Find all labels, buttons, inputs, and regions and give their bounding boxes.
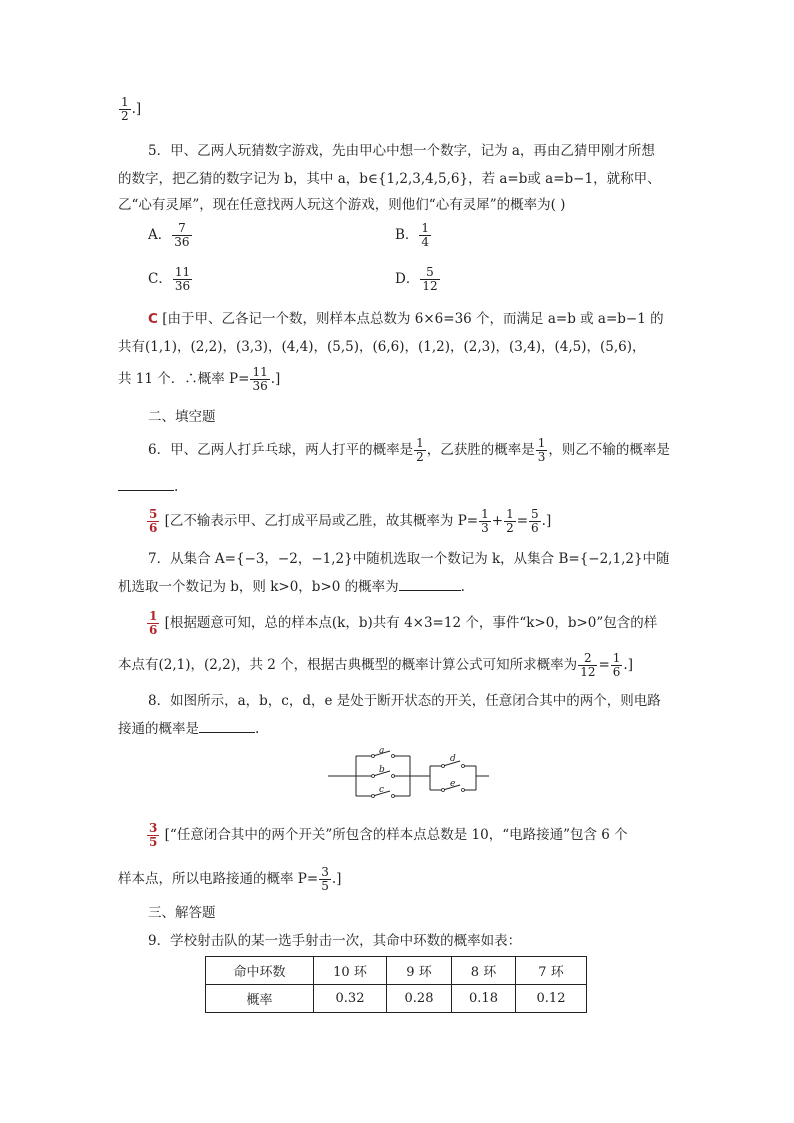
hit-probability-table xyxy=(205,956,587,1013)
q9-line-1: 9．学校射击队的某一选手射击一次，其命中环数的概率如表： xyxy=(148,933,522,949)
q6-blank xyxy=(118,478,174,491)
switch-label-e: e xyxy=(450,779,456,789)
fraction: $\frac{1}{2}$ xyxy=(121,95,129,123)
section-title-answer: 三、解答题 xyxy=(148,905,216,921)
section-title-fill-in: 二、填空题 xyxy=(148,409,216,425)
prev-answer-tail: $\frac{1}{2}$ .] xyxy=(121,95,142,123)
q7-explanation-2: 本点有(2,1)，(2,2)，共 2 个，根据古典概型的概率计算公式可知所求概率为 $\frac{2}{12}$ = $\frac{1}{6}$ .] xyxy=(118,651,633,679)
q8-explanation-1: $\frac{3}{5}$ [“任意闭合其中的两个开关”所包含的样本点总数是 10，“电路接通”包含 6 个 xyxy=(149,821,628,849)
q5-explanation-1: C [由于甲、乙各记一个数，则样本点总数为 6×6=36 个，而满足 a=b 或 a=b−1 的 xyxy=(148,311,664,327)
table-header-cell: 8 环 xyxy=(452,957,516,985)
q8-line-1: 8．如图所示，a，b，c，d，e 是处于断开状态的开关，任意闭合其中的两个，则电路 xyxy=(148,693,661,709)
table-header-cell: 命中环数 xyxy=(206,957,314,985)
q6-line-1: 6．甲、乙两人打乒乓球，两人打平的概率是 $\frac{1}{2}$ ，乙获胜的概率是 $\frac{1}{3}$ ，则乙不输的概率是 xyxy=(148,436,670,464)
table-header-cell: 7 环 xyxy=(516,957,587,985)
q8-blank xyxy=(199,720,255,733)
table-header-cell: 10 环 xyxy=(314,957,387,985)
table-cell: 0.32 xyxy=(314,985,387,1013)
switch-label-c: c xyxy=(379,785,385,795)
table-cell: 0.12 xyxy=(516,985,587,1013)
q7-line-1: 7．从集合 A={−3，−2，−1,2}中随机选取一个数记为 k，从集合 B={−2,1,2}中随 xyxy=(148,551,670,567)
q5-option-b: B． $\frac{1}{4}$ xyxy=(395,221,430,249)
q7-answer: $\frac{1}{6}$ xyxy=(149,609,158,637)
table-cell: 0.28 xyxy=(387,985,452,1013)
q5-line-2: 的数字，把乙猜的数字记为 b，其中 a，b∈{1,2,3,4,5,6}，若 a=b或 a=b−1，就称甲、 xyxy=(118,171,661,187)
q5-answer: C xyxy=(148,311,158,327)
circuit-diagram xyxy=(326,746,491,806)
q8-line-2: 接通的概率是 . xyxy=(118,721,260,737)
q5-option-a: A． $\frac{7}{36}$ xyxy=(148,221,190,249)
q7-explanation-1: $\frac{1}{6}$ [根据题意可知，总的样本点(k，b)共有 4×3=12 个，事件“k>0，b>0”包含的样 xyxy=(149,609,658,637)
q5-option-d: D． $\frac{5}{12}$ xyxy=(395,265,438,293)
q5-explanation-3: 共 11 个．∴概率 P= $\frac{11}{36}$ .] xyxy=(118,365,281,393)
q8-answer: $\frac{3}{5}$ xyxy=(149,821,158,849)
switch-label-a: a xyxy=(379,746,385,756)
q5-line-3: 乙“心有灵犀”，现在任意找两人玩这个游戏，则他们“心有灵犀”的概率为( ) xyxy=(118,197,566,213)
q7-blank xyxy=(399,578,461,591)
table-cell: 概率 xyxy=(206,985,314,1013)
q6-line-2: . xyxy=(118,478,178,496)
q5-line-1: 5．甲、乙两人玩猜数字游戏，先由甲心中想一个数字，记为 a，再由乙猜甲刚才所想 xyxy=(148,143,655,159)
switch-label-b: b xyxy=(379,765,385,775)
table-row xyxy=(206,985,587,1013)
switch-label-d: d xyxy=(450,754,456,764)
q7-line-2: 机选取一个数记为 b，则 k>0，b>0 的概率为 . xyxy=(118,579,465,595)
table-header-cell: 9 环 xyxy=(387,957,452,985)
table-cell: 0.18 xyxy=(452,985,516,1013)
q5-explanation-2: 共有(1,1)，(2,2)，(3,3)，(4,4)，(5,5)，(6,6)，(1,2)，(2,3)，(3,4)，(4,5)，(5,6)， xyxy=(118,339,646,355)
q5-option-c: C． $\frac{11}{36}$ xyxy=(148,265,191,293)
table-row xyxy=(206,957,587,985)
q8-explanation-2: 样本点，所以电路接通的概率 P= $\frac{3}{5}$ .] xyxy=(118,865,342,893)
q6-answer: $\frac{5}{6}$ xyxy=(149,507,158,535)
q6-explanation: $\frac{5}{6}$ [乙不输表示甲、乙打成平局或乙胜，故其概率为 P= $\frac{1}{3}$ + $\frac{1}{2}$ = $\frac{5}{6}$ .] xyxy=(149,507,552,535)
